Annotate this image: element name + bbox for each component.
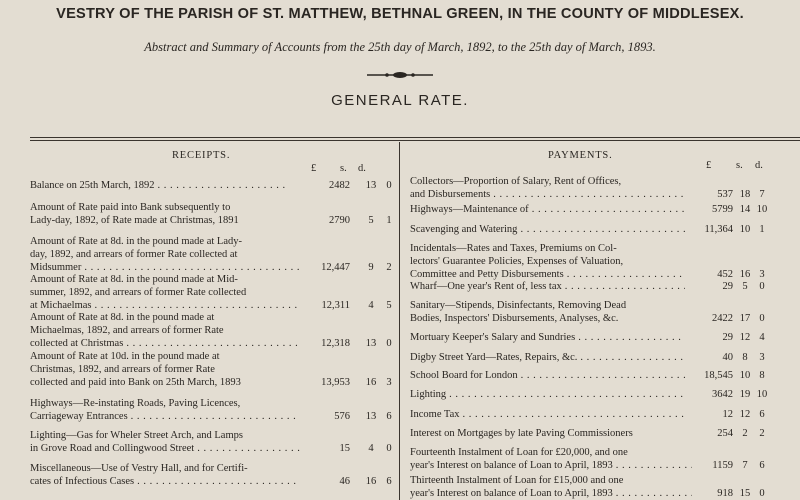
- payment-pounds: 918: [717, 488, 733, 499]
- ornament-divider: [367, 70, 433, 80]
- receipt-line: summer, 1892, and arrears of former Rate collected: [30, 287, 247, 298]
- payment-line: Scavenging and Watering: [410, 224, 518, 235]
- receipt-shillings: 4: [368, 443, 374, 454]
- payment-line: Wharf—One year's Rent of, less tax: [410, 281, 562, 292]
- payment-pence: 10: [756, 204, 768, 215]
- receipt-pounds: 2482: [329, 180, 350, 191]
- receipt-pounds: 12,311: [321, 300, 350, 311]
- receipt-line: in Grove Road and Collingwood Street: [30, 443, 195, 454]
- receipt-pence: 5: [386, 300, 392, 311]
- payment-shillings: 10: [739, 370, 751, 381]
- receipts-pounds-header: £: [311, 163, 317, 174]
- receipt-line: Miscellaneous—Use of Vestry Hall, and for Certifi-: [30, 463, 248, 474]
- payment-shillings: 7: [742, 460, 748, 471]
- receipt-line: Highways—Re-instating Roads, Paving Licences,: [30, 398, 241, 409]
- payment-shillings: 19: [739, 389, 751, 400]
- payment-shillings: 16: [739, 269, 751, 280]
- receipt-line: Lady-day, 1892, of Rate made at Christmas, 1891: [30, 215, 239, 226]
- payment-line: Interest on Mortgages by late Paving Commissioners: [410, 428, 633, 439]
- payment-pence: 10: [756, 389, 768, 400]
- payment-line: lectors' Guarantee Policies, Expenses of Valuation,: [410, 256, 624, 267]
- receipt-pence: 2: [386, 262, 392, 273]
- payment-line: and Disbursements: [410, 189, 491, 200]
- payment-pence: 0: [759, 313, 765, 324]
- receipt-line: Amount of Rate at 8d. in the pound made at: [30, 312, 215, 323]
- payment-pence: 6: [759, 409, 765, 420]
- payment-pounds: 2422: [712, 313, 733, 324]
- receipt-pence: 1: [386, 215, 392, 226]
- receipt-pounds: 46: [339, 476, 350, 487]
- receipt-pence: 0: [386, 180, 392, 191]
- receipt-shillings: 16: [365, 377, 377, 388]
- payment-line: Lighting: [410, 389, 447, 400]
- receipt-pence: 0: [386, 443, 392, 454]
- payment-pounds: 452: [717, 269, 733, 280]
- payment-pounds: 40: [722, 352, 733, 363]
- payments-heading: PAYMENTS.: [548, 150, 613, 161]
- receipts-heading: RECEIPTS.: [172, 150, 231, 161]
- receipt-line: cates of Infectious Cases: [30, 476, 135, 487]
- payment-shillings: 2: [742, 428, 748, 439]
- receipts-shillings-header: s.: [340, 163, 347, 174]
- payment-line: School Board for London: [410, 370, 518, 381]
- payment-line: Committee and Petty Disbursements: [410, 269, 564, 280]
- receipt-line: collected and paid into Bank on 25th March, 1893: [30, 377, 241, 388]
- receipt-line: Amount of Rate paid into Bank subsequently to: [30, 202, 231, 213]
- payment-pounds: 29: [722, 332, 733, 343]
- payment-pence: 3: [759, 352, 765, 363]
- receipt-pence: 6: [386, 476, 392, 487]
- receipt-shillings: 4: [368, 300, 374, 311]
- payment-line: year's Interest on balance of Loan to April, 1893: [410, 488, 613, 499]
- receipt-pounds: 12,447: [321, 262, 350, 273]
- payment-pounds: 537: [717, 189, 733, 200]
- receipt-shillings: 13: [365, 411, 377, 422]
- receipt-shillings: 16: [365, 476, 377, 487]
- receipt-pence: 3: [386, 377, 392, 388]
- receipt-line: collected at Christmas: [30, 338, 124, 349]
- payment-pence: 8: [759, 370, 765, 381]
- receipt-line: Michaelmas, 1892, and arrears of former Rate: [30, 325, 224, 336]
- payment-pence: 2: [759, 428, 765, 439]
- receipt-line: Amount of Rate at 10d. in the pound made at: [30, 351, 220, 362]
- payment-shillings: 17: [739, 313, 751, 324]
- section-title: GENERAL RATE.: [331, 92, 469, 109]
- payment-pence: 7: [759, 189, 765, 200]
- receipt-line: Amount of Rate at 8d. in the pound made at Lady-: [30, 236, 242, 247]
- payment-pounds: 18,545: [704, 370, 733, 381]
- document-subtitle: Abstract and Summary of Accounts from the 25th day of March, 1892, to the 25th day of March, 1893.: [144, 40, 656, 54]
- payment-line: Bodies, Inspectors' Disbursements, Analyses, &c.: [410, 313, 619, 324]
- payment-line: Mortuary Keeper's Salary and Sundries: [410, 332, 576, 343]
- receipt-shillings: 9: [368, 262, 374, 273]
- payment-shillings: 15: [739, 488, 751, 499]
- payment-pounds: 11,364: [704, 224, 733, 235]
- receipt-line: Lighting—Gas for Wheler Street Arch, and Lamps: [30, 430, 243, 441]
- payment-pence: 0: [759, 488, 765, 499]
- payment-line: Highways—Maintenance of: [410, 204, 529, 215]
- payment-shillings: 5: [742, 281, 748, 292]
- payment-shillings: 10: [739, 224, 751, 235]
- payment-pounds: 29: [722, 281, 733, 292]
- payment-pounds: 5799: [712, 204, 733, 215]
- payment-pence: 6: [759, 460, 765, 471]
- payment-shillings: 12: [739, 332, 751, 343]
- payment-pence: 4: [759, 332, 765, 343]
- payment-shillings: 12: [739, 409, 751, 420]
- receipt-pence: 6: [386, 411, 392, 422]
- receipt-line: Christmas, 1892, and arrears of former Rate: [30, 364, 215, 375]
- receipts-pence-header: d.: [358, 163, 366, 174]
- receipt-pounds: 13,953: [321, 377, 350, 388]
- receipt-line: Midsummer: [30, 262, 82, 273]
- payment-line: Collectors—Proportion of Salary, Rent of Offices,: [410, 176, 622, 187]
- payment-line: Thirteenth Instalment of Loan for £15,000 and one: [410, 475, 624, 486]
- document-title: VESTRY OF THE PARISH OF ST. MATTHEW, BETHNAL GREEN, IN THE COUNTY OF MIDDLESEX.: [56, 6, 744, 22]
- payments-shillings-header: s.: [736, 160, 743, 171]
- top-rule-thin: [30, 140, 800, 141]
- receipt-line: day, 1892, and arrears of former Rate collected at: [30, 249, 238, 260]
- payment-line: Incidentals—Rates and Taxes, Premiums on Col-: [410, 243, 617, 254]
- top-rule: [30, 137, 800, 138]
- payment-pounds: 254: [717, 428, 733, 439]
- payment-line: year's Interest on balance of Loan to April, 1893: [410, 460, 613, 471]
- receipt-pence: 0: [386, 338, 392, 349]
- receipt-line: Amount of Rate at 8d. in the pound made at Mid-: [30, 274, 238, 285]
- payment-pounds: 1159: [712, 460, 733, 471]
- payment-line: Sanitary—Stipends, Disinfectants, Removing Dead: [410, 300, 627, 311]
- payments-pence-header: d.: [755, 160, 763, 171]
- receipt-shillings: 13: [365, 180, 377, 191]
- payment-pounds: 12: [722, 409, 733, 420]
- payment-shillings: 18: [739, 189, 751, 200]
- receipt-line: at Michaelmas: [30, 300, 92, 311]
- receipt-pounds: 15: [339, 443, 350, 454]
- receipt-pounds: 2790: [329, 215, 350, 226]
- payment-pence: 0: [759, 281, 765, 292]
- payment-pence: 3: [759, 269, 765, 280]
- column-divider: [399, 142, 400, 500]
- receipt-line: Carriageway Entrances: [30, 411, 128, 422]
- payment-pounds: 3642: [712, 389, 733, 400]
- receipt-pounds: 12,318: [321, 338, 350, 349]
- receipt-pounds: 576: [334, 411, 350, 422]
- payment-shillings: 8: [742, 352, 748, 363]
- payment-line: Digby Street Yard—Rates, Repairs, &c.: [410, 352, 578, 363]
- receipt-line: Balance on 25th March, 1892: [30, 180, 155, 191]
- receipt-shillings: 5: [368, 215, 374, 226]
- payment-pence: 1: [759, 224, 765, 235]
- payment-line: Income Tax: [410, 409, 460, 420]
- payments-pounds-header: £: [706, 160, 712, 171]
- payment-shillings: 14: [739, 204, 751, 215]
- payment-line: Fourteenth Instalment of Loan for £20,000, and one: [410, 447, 628, 458]
- receipt-shillings: 13: [365, 338, 377, 349]
